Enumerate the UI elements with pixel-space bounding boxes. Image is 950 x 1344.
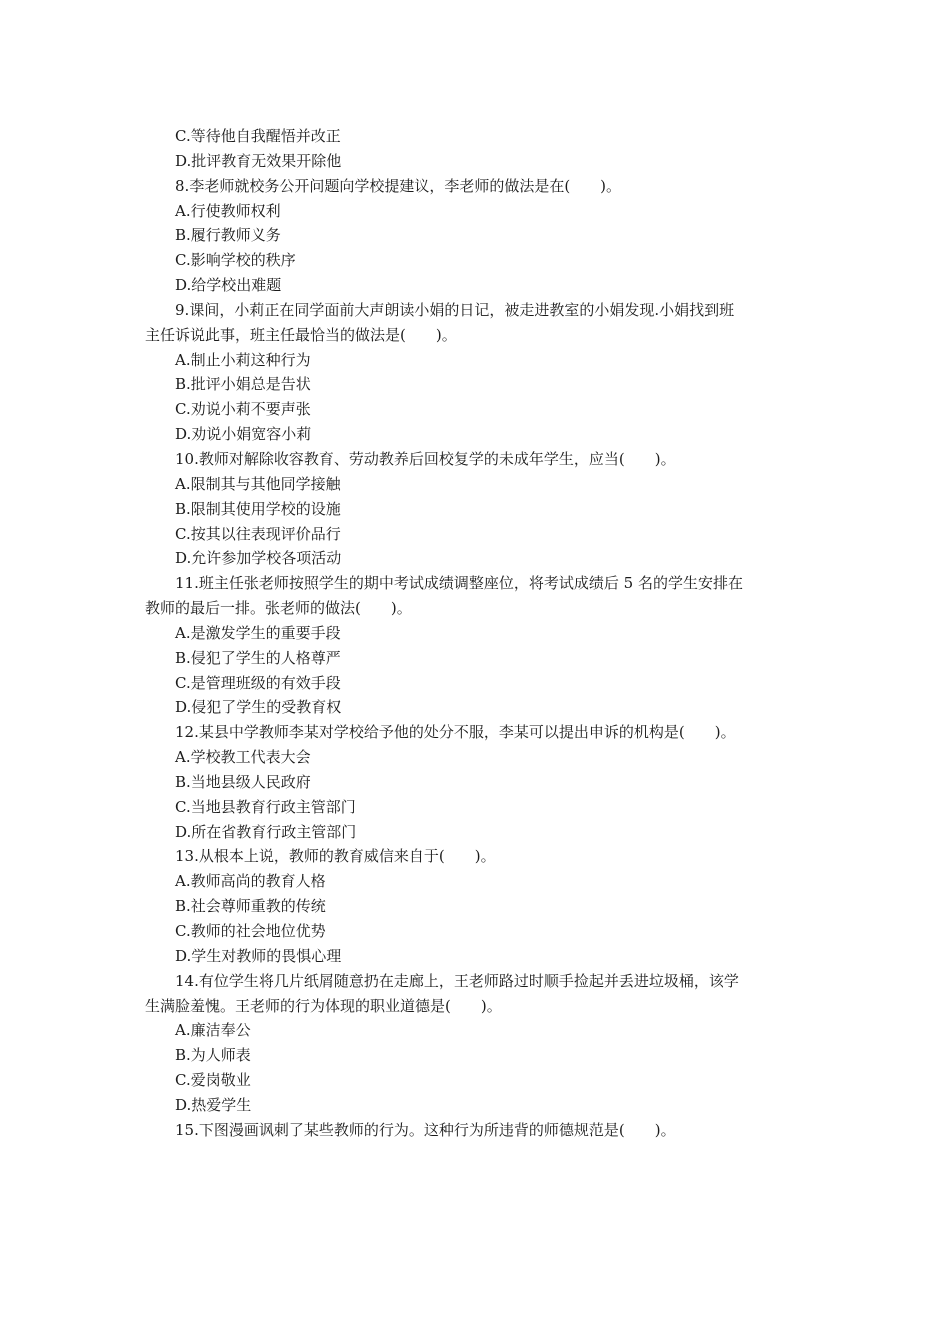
option-text: 为人师表 — [190, 1046, 251, 1065]
option-text: 廉洁奉公 — [190, 1021, 251, 1040]
question-number: 14. — [175, 971, 199, 990]
option-item — [145, 124, 810, 149]
option-item — [145, 273, 810, 298]
question-stem — [145, 447, 810, 472]
option-label: A. — [175, 474, 191, 493]
question-text: 课间，小莉正在同学面前大声朗读小娟的日记，被走进教室的小娟发现.小娟找到班 — [189, 300, 735, 319]
question-text: 某县中学教师李某对学校给予他的处分不服，李某可以提出申诉的机构是( )。 — [198, 723, 736, 742]
option-text: 当地县级人民政府 — [190, 772, 311, 791]
option-item — [145, 248, 810, 273]
option-item — [145, 546, 810, 571]
option-label: B. — [175, 648, 191, 667]
option-label: B. — [175, 375, 191, 394]
option-label: C. — [175, 251, 191, 270]
option-text: 允许参加学校各项活动 — [191, 549, 342, 568]
question-number: 9. — [175, 300, 190, 319]
option-item — [145, 199, 810, 224]
question-stem — [145, 1118, 810, 1143]
option-item — [145, 820, 810, 845]
question-stem — [145, 571, 810, 596]
option-item — [145, 1018, 810, 1043]
option-label: C. — [175, 524, 191, 543]
question-number: 12. — [175, 723, 199, 742]
question-stem — [145, 596, 810, 621]
option-item — [145, 1068, 810, 1093]
option-item — [145, 1043, 810, 1068]
option-text: 学生对教师的畏惧心理 — [191, 946, 342, 965]
question-stem — [145, 323, 810, 348]
option-text: 给学校出难题 — [191, 276, 282, 295]
option-label: B. — [175, 226, 191, 245]
option-text: 是激发学生的重要手段 — [190, 623, 341, 642]
question-text: 有位学生将几片纸屑随意扔在走廊上，王老师路过时顺手捡起并丢进垃圾桶，该学 — [198, 971, 739, 990]
option-item — [145, 919, 810, 944]
option-item — [145, 397, 810, 422]
question-text: 班主任张老师按照学生的期中考试成绩调整座位，将考试成绩后 5 名的学生安排在 — [198, 574, 743, 593]
option-text: 学校教工代表大会 — [190, 748, 311, 767]
option-label: D. — [175, 276, 192, 295]
option-item — [145, 497, 810, 522]
option-item — [145, 422, 810, 447]
option-text: 教师高尚的教育人格 — [190, 872, 326, 891]
question-text: 主任诉说此事，班主任最恰当的做法是( )。 — [145, 325, 457, 344]
option-text: 影响学校的秩序 — [190, 251, 296, 270]
option-label: B. — [175, 499, 191, 518]
option-item — [145, 1093, 810, 1118]
option-item — [145, 894, 810, 919]
question-text: 生满脸羞愧。王老师的行为体现的职业道德是( )。 — [145, 996, 502, 1015]
option-label: D. — [175, 151, 192, 170]
option-label: D. — [175, 946, 192, 965]
option-item — [145, 671, 810, 696]
option-label: A. — [175, 1021, 191, 1040]
option-item — [145, 944, 810, 969]
option-label: A. — [175, 872, 191, 891]
option-label: C. — [175, 797, 191, 816]
option-text: 限制其与其他同学接触 — [190, 474, 341, 493]
option-label: C. — [175, 673, 191, 692]
option-text: 限制其使用学校的设施 — [190, 499, 341, 518]
option-item — [145, 372, 810, 397]
question-stem — [145, 720, 810, 745]
option-label: A. — [175, 748, 191, 767]
option-item — [145, 795, 810, 820]
question-text: 下图漫画讽刺了某些教师的行为。这种行为所违背的师德规范是( )。 — [198, 1120, 676, 1139]
question-stem — [145, 844, 810, 869]
option-item — [145, 522, 810, 547]
option-text: 制止小莉这种行为 — [190, 350, 311, 369]
option-label: D. — [175, 425, 192, 444]
option-text: 侵犯了学生的人格尊严 — [190, 648, 341, 667]
option-item — [145, 695, 810, 720]
option-text: 履行教师义务 — [190, 226, 281, 245]
question-list — [145, 124, 810, 1143]
option-text: 爱岗敬业 — [190, 1071, 251, 1090]
option-text: 批评小娟总是告状 — [190, 375, 311, 394]
option-item — [145, 348, 810, 373]
option-text: 所在省教育行政主管部门 — [191, 822, 357, 841]
question-number: 8. — [175, 176, 190, 195]
option-label: A. — [175, 350, 191, 369]
question-number: 13. — [175, 847, 199, 866]
option-item — [145, 621, 810, 646]
option-text: 是管理班级的有效手段 — [190, 673, 341, 692]
question-number: 10. — [175, 449, 199, 468]
option-label: D. — [175, 822, 192, 841]
option-label: B. — [175, 1046, 191, 1065]
question-number: 11. — [175, 574, 199, 593]
option-item — [145, 149, 810, 174]
option-item — [145, 745, 810, 770]
question-stem — [145, 174, 810, 199]
option-text: 按其以往表现评价品行 — [190, 524, 341, 543]
option-label: D. — [175, 549, 192, 568]
option-label: A. — [175, 623, 191, 642]
question-stem — [145, 298, 810, 323]
option-label: C. — [175, 400, 191, 419]
option-text: 教师的社会地位优势 — [190, 922, 326, 940]
option-text: 劝说小莉不要声张 — [190, 400, 311, 419]
option-label: A. — [175, 201, 191, 220]
option-text: 侵犯了学生的受教育权 — [191, 698, 342, 717]
option-label: B. — [175, 772, 191, 791]
option-label: D. — [175, 698, 192, 717]
option-text: 热爱学生 — [191, 1095, 252, 1114]
option-item — [145, 646, 810, 671]
option-item — [145, 223, 810, 248]
option-text: 当地县教育行政主管部门 — [190, 797, 356, 816]
option-item — [145, 472, 810, 497]
option-label: C. — [175, 922, 191, 940]
option-label: B. — [175, 897, 191, 916]
option-item — [145, 770, 810, 795]
question-number: 15. — [175, 1120, 199, 1139]
question-stem — [145, 969, 810, 994]
option-text: 劝说小娟宽容小莉 — [191, 425, 312, 444]
option-text: 等待他自我醒悟并改正 — [190, 127, 341, 145]
option-label: C. — [175, 127, 191, 145]
option-label: C. — [175, 1071, 191, 1090]
option-label: D. — [175, 1095, 192, 1114]
option-text: 批评教育无效果开除他 — [191, 151, 342, 170]
question-text: 从根本上说，教师的教育威信来自于( )。 — [198, 847, 496, 866]
question-text: 教师的最后一排。张老师的做法( )。 — [145, 599, 412, 618]
option-item — [145, 869, 810, 894]
question-text: 教师对解除收容教育、劳动教养后回校复学的未成年学生，应当( )。 — [198, 449, 676, 468]
option-text: 行使教师权利 — [190, 201, 281, 220]
question-text: 李老师就校务公开问题向学校提建议，李老师的做法是在( )。 — [189, 176, 622, 195]
option-text: 社会尊师重教的传统 — [190, 897, 326, 916]
question-stem — [145, 994, 810, 1019]
